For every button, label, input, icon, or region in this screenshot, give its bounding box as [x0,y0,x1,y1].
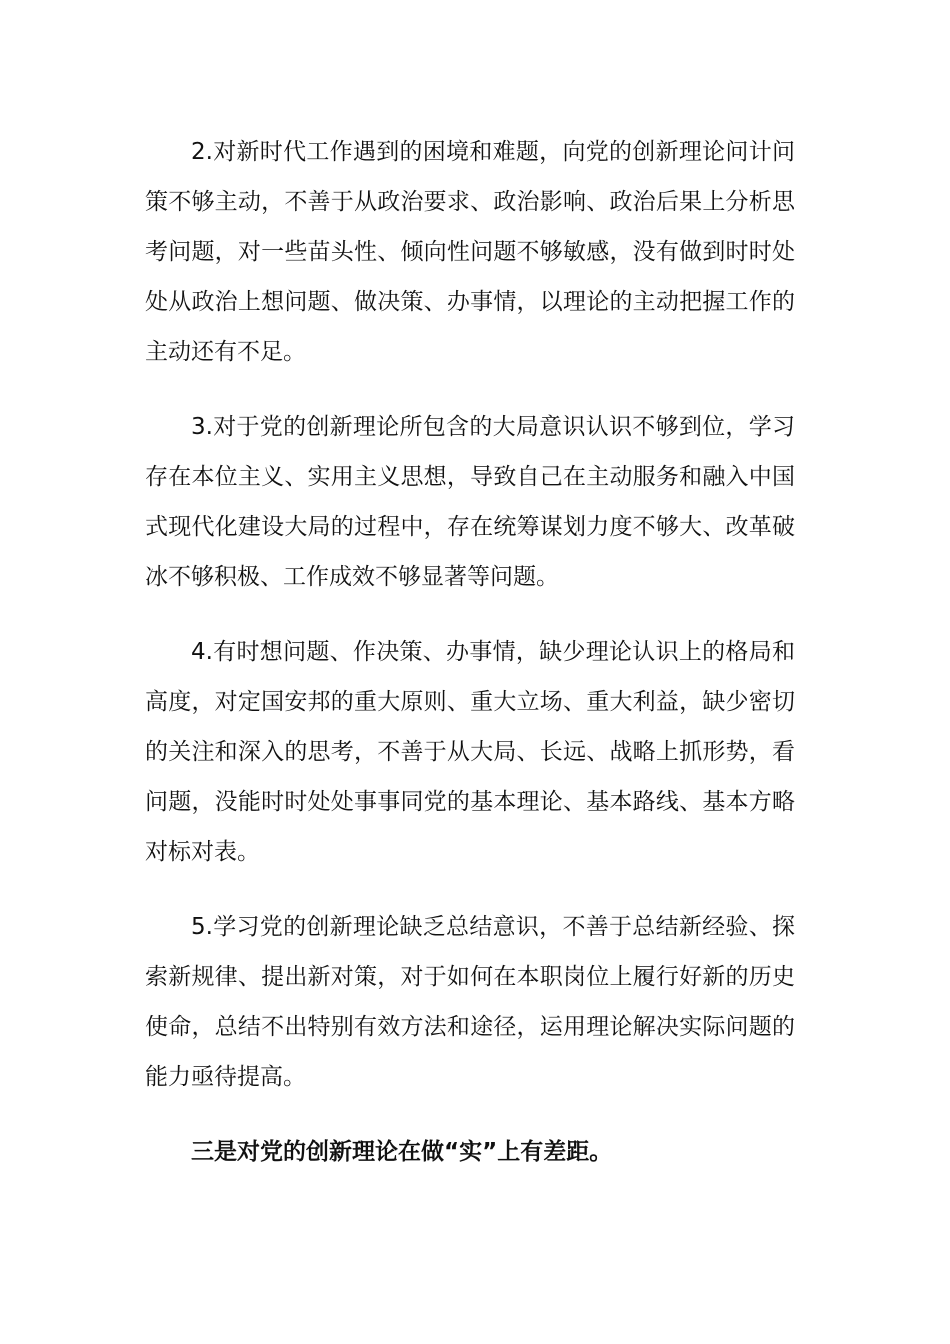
section-heading: 三是对党的创新理论在做“实”上有差距。 [191,1139,613,1165]
paragraph-item-4: 4.有时想问题、作决策、办事情，缺少理论认识上的格局和高度，对定国安邦的重大原则、重大立场、重大利益，缺少密切的关注和深入的思考，不善于从大局、长远、战略上抓形势，看问题，没能时时处处事事同党的基本理论、基本路线、基本方略对标对表。 [145,639,795,865]
paragraph-item-5: 5.学习党的创新理论缺乏总结意识，不善于总结新经验、探索新规律、提出新对策，对于如何在本职岗位上履行好新的历史使命，总结不出特别有效方法和途径，运用理论解决实际问题的能力亟待提高。 [145,914,795,1090]
document-body [145,127,795,1202]
paragraph-item-3: 3.对于党的创新理论所包含的大局意识认识不够到位，学习存在本位主义、实用主义思想，导致自己在主动服务和融入中国式现代化建设大局的过程中，存在统筹谋划力度不够大、改革破冰不够积极、工作成效不够显著等问题。 [145,414,795,590]
paragraph-item-2: 2.对新时代工作遇到的困境和难题，向党的创新理论问计问策不够主动，不善于从政治要求、政治影响、政治后果上分析思考问题，对一些苗头性、倾向性问题不够敏感，没有做到时时处处从政治上想问题、做决策、办事情，以理论的主动把握工作的主动还有不足。 [145,139,795,365]
